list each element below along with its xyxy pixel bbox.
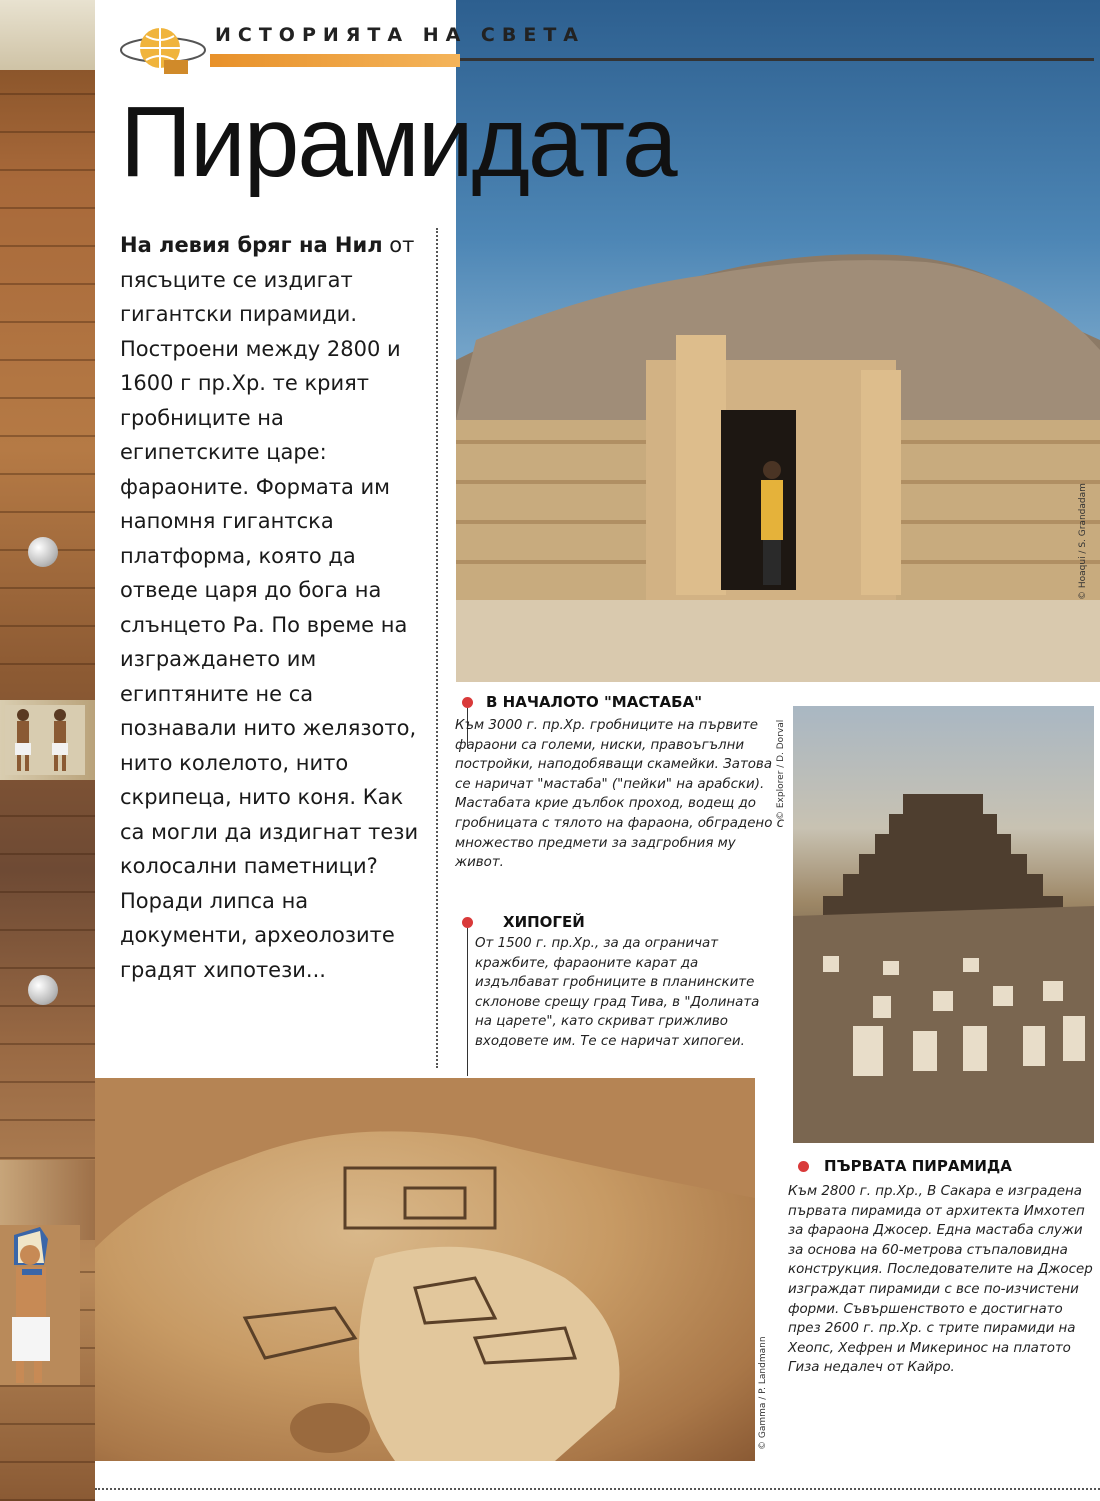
- globe-icon: [118, 22, 208, 78]
- step-pyramid-photo: [793, 706, 1094, 1143]
- series-title: ИСТОРИЯТА НА СВЕТА: [215, 24, 585, 46]
- caption-text-mastaba: Към 3000 г. пр.Хр. гробниците на първите фараони са големи, ниски, правоъгълни постройки, наподобяващи скамейки. Затова се наричат "мастаба" ("пейки" на арабски). Мастабата крие дълбок проход, водещ до гробницата с тялото на фараона, обградено с множество предмети за задгробния му живот.: [455, 718, 784, 871]
- pharaoh-figure: [0, 1225, 80, 1385]
- intro-text: [120, 228, 420, 987]
- caption-line: [467, 928, 468, 1076]
- bullet-dot: [462, 917, 473, 928]
- header-accent-bar: [210, 54, 460, 67]
- valley-of-kings-aerial-photo: [95, 1078, 755, 1461]
- step-pyramid-illustration: [793, 706, 1094, 1143]
- caption-heading-first-pyramid: ПЪРВАТА ПИРАМИДА: [824, 1157, 1012, 1175]
- column-divider: [436, 228, 438, 1068]
- bullet-dot: [798, 1161, 809, 1172]
- caption-heading-mastaba: В НАЧАЛОТО "МАСТАБА": [486, 693, 703, 711]
- caption-text-first-pyramid: Към 2800 г. пр.Хр., В Сакара е изградена първата пирамида от архитекта Имхотеп за фараона Джосер. Една мастаба служи за основа на 60-метрова стъпаловидна конструкция. Последователите на Джосер изграждат пирамиди с все по-изчистени форми. Съвършенството е достигнато през 2600 г. пр.Хр. с трите пирамиди на Хеопс, Хефрен и Микеринос на платото Гиза недалеч от Кайро.: [788, 1184, 1093, 1376]
- decorative-ball: [28, 537, 58, 567]
- wall-sky-area: [0, 0, 95, 70]
- intro-body: от пясъците се издигат гигантски пирамиди. Построени между 2800 и 1600 г пр.Хр. те крият гробниците на египетските царе: фараоните. Формата им напомня гигантска платформа, която да отведе царя до бога на слънцето Ра. По време на изграждането им египтяните не са познавали нито желязото, нито колелото, нито скрипеца, нито коня. Как са могли да издигнат тези колосални паметници? Поради липса на документи, археолозите градят хипотези...: [120, 233, 419, 982]
- decorative-ball: [28, 975, 58, 1005]
- photo-credit: © Explorer / D. Dorval: [776, 719, 786, 820]
- photo-credit: © Hoaqui / S. Grandadam: [1078, 483, 1088, 600]
- intro-lead: На левия бряг на Нил: [120, 233, 383, 257]
- caption-heading-hypogeum: ХИПОГЕЙ: [503, 913, 585, 931]
- bottom-divider: [95, 1488, 1100, 1490]
- photo-credit: © Gamma / P. Landmann: [758, 1336, 768, 1450]
- caption-text-hypogeum: От 1500 г. пр.Хр., за да ограничат кражбите, фараоните карат да издълбават гробниците в планинските склонове срещу град Тива, в "Долината на царете", като скриват грижливо входовете им. Те се наричат хипогеи.: [475, 936, 760, 1049]
- header-rule: [460, 58, 1094, 61]
- aerial-illustration: [95, 1078, 755, 1461]
- page-title: Пирамидата: [120, 86, 676, 198]
- egyptian-workers-figure: [5, 705, 85, 775]
- bullet-dot: [462, 697, 473, 708]
